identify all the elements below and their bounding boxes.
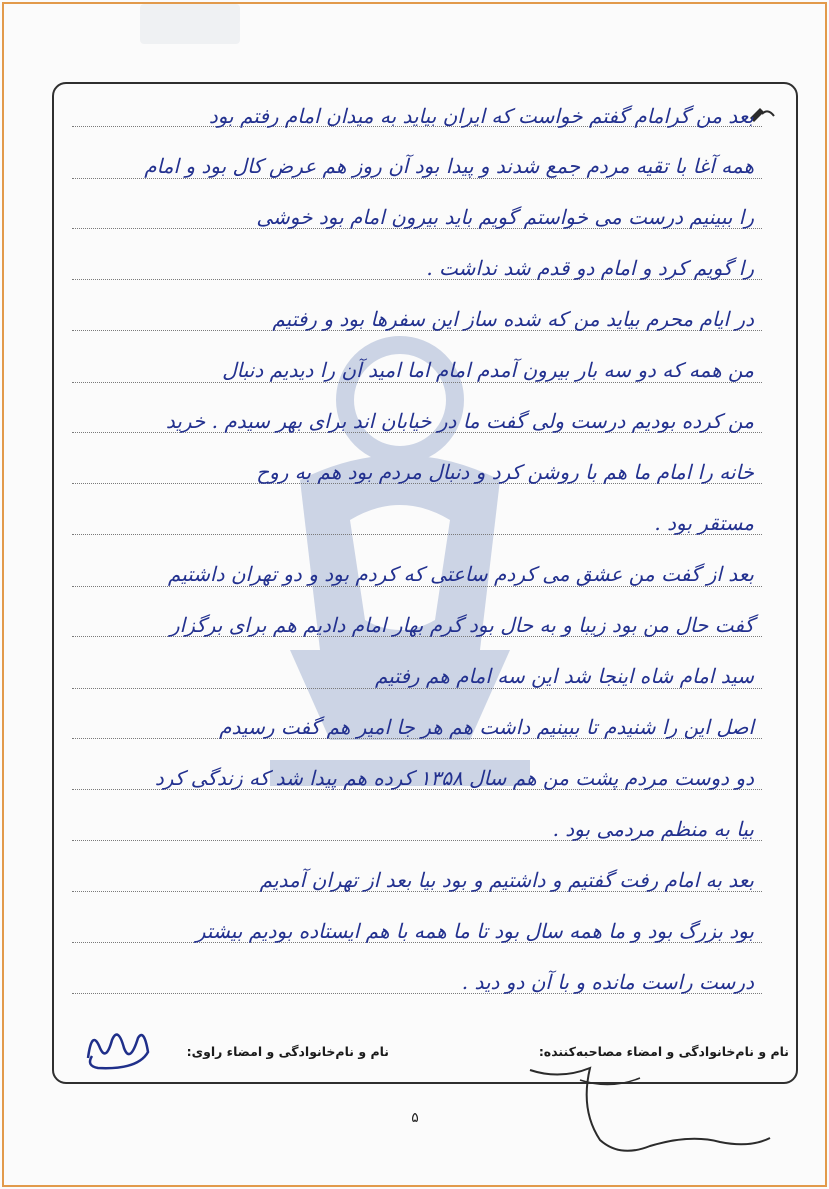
handwritten-line: در ایام محرم بیاید من که شده ساز این سفرها بود و رفتیم <box>272 307 754 331</box>
handwritten-line: اصل این را شنیدم تا ببینیم داشت هم هر جا امیر هم گفت رسیدم <box>219 715 754 739</box>
ruled-line <box>72 688 762 689</box>
narrator-signature-label: نام و نام‌خانوادگی و امضاء راوی: <box>186 1044 389 1059</box>
handwritten-line: را گویم کرد و امام دو قدم شد نداشت . <box>426 256 754 280</box>
handwritten-line: بیا به منظم مردمی بود . <box>552 817 754 841</box>
handwritten-line: بعد از گفت من عشق می کردم ساعتی که کردم بود و دو تهران داشتیم <box>167 562 754 586</box>
handwritten-line: همه آغا با تقیه مردم جمع شدند و پیدا بود آن روز هم عرض کال بود و امام <box>144 154 754 178</box>
interviewer-signature-label: نام و نام‌خانوادگی و امضاء مصاحبه‌کننده: <box>538 1044 789 1059</box>
interviewer-signature <box>520 1050 780 1160</box>
ruled-line <box>72 382 762 383</box>
page-number: ۵ <box>411 1110 419 1126</box>
handwritten-line: من کرده بودیم درست ولی گفت ما در خیابان اند برای بهر سیدم . خرید <box>165 409 754 433</box>
handwritten-line: خانه را امام ما هم با روشن کرد و دنبال مردم بود هم به روح <box>256 460 754 484</box>
handwritten-line: سید امام شاه اینجا شد این سه امام هم رفتیم <box>374 664 754 688</box>
handwritten-line: مستقر بود . <box>654 511 754 535</box>
handwritten-line: بود بزرگ بود و ما همه سال بود تا ما همه با هم ایستاده بودیم بیشتر <box>195 919 754 943</box>
handwritten-line: بعد من گرامام گفتم خواست که ایران بیاید به میدان امام رفتم بود <box>208 104 754 128</box>
handwritten-line: من همه که دو سه بار بیرون آمدم امام اما امید آن را دیدیم دنبال <box>222 358 754 382</box>
ruled-line <box>72 178 762 179</box>
ruled-line <box>72 586 762 587</box>
handwritten-line: را ببینیم درست می خواستم گویم باید بیرون امام بود خوشی <box>256 205 754 229</box>
handwritten-line: درست راست مانده و با آن دو دید . <box>461 970 754 994</box>
handwritten-line: بعد به امام رفت گفتیم و داشتیم و بود بیا بعد از تهران آمدیم <box>259 868 754 892</box>
handwritten-line: گفت حال من بود زیبا و به حال بود گرم بهار امام دادیم هم برای برگزار <box>170 613 754 637</box>
top-stamp-mark <box>140 4 240 44</box>
handwritten-line: دو دوست مردم پشت من هم سال ۱۳۵۸ کرده هم پیدا شد که زندگی کرد <box>154 766 754 790</box>
narrator-signature <box>78 1018 168 1078</box>
